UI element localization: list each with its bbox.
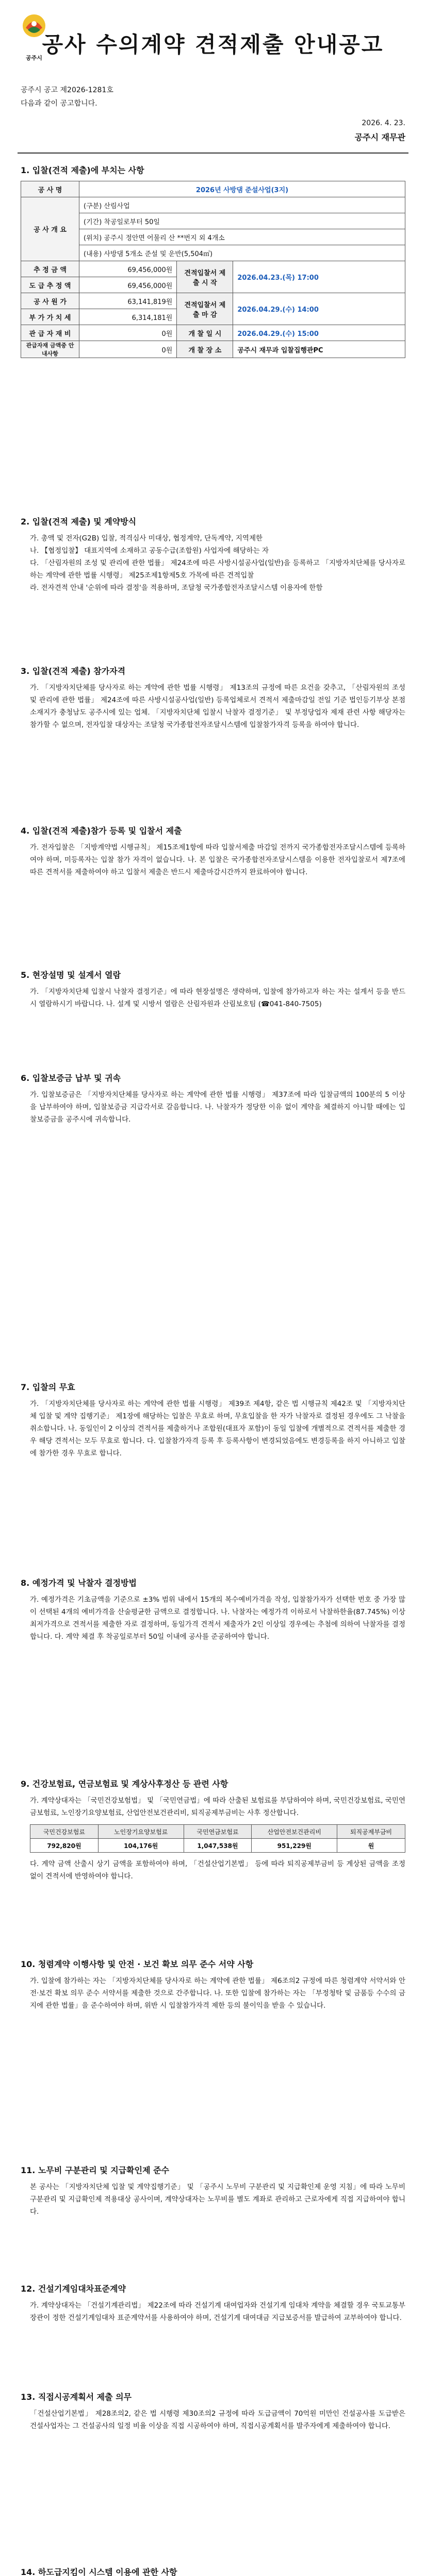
overview-line: (위치) 공주시 정안면 어물리 산 **번지 외 4개소	[79, 229, 405, 245]
header-divider	[18, 152, 408, 154]
section-10-heading: 10. 청렴계약 이행사항 및 안전 · 보건 확보 의무 준수 서약 사항	[21, 1959, 254, 1969]
section-9-text-2: 다. 계약 금액 산출시 상기 금액을 포함하여야 하며, 「건설산업기본법」 등에 따라 퇴직공제부금비 등 계상된 금액을 조정 없이 견적서에 반영하여야 합니다.	[30, 1860, 405, 1880]
bid-overview-table	[21, 181, 405, 358]
section-14	[21, 2566, 405, 2576]
logo-text: 공주시	[26, 55, 42, 61]
section-3	[21, 665, 405, 731]
section-9-text: 가. 계약상대자는 「국민건강보험법」 및 「국민연금법」에 따라 산출된 보험료를 부담하여야 하며, 국민건강보험료, 국민연금보험료, 노인장기요양보험료, 산업안전보건관리비, 퇴직공제부금비는 사후 정산합니다.	[30, 1797, 405, 1817]
table-row	[21, 325, 405, 341]
section-7-text: 가. 「지방자치단체를 당사자로 하는 계약에 관한 법률 시행령」 제39조 제4항, 같은 법 시행규칙 제42조 및 「지방자치단체 입찰 및 계약 집행기준」 제1장에 해당하는 입찰은 무효로 하며, 무효입찰을 한 자가 낙찰자로 결정된 경우에도 그 낙찰을 취소합니다. 나. 동일인이 2 이상의 견적서를 제출하거나 조합원(대표자 포함)이 동일 입찰에 개별적으로 견적서를 제출한 경우 해당 견적서는 모두 무효로 합니다. 다. 입찰참가자격 등록 후 등록사항이 변경되었음에도 변경등록을 하지 아니하고 입찰에 참가한 경우 무효로 합니다.	[30, 1400, 405, 1458]
section-8	[21, 1577, 405, 1643]
money-value: 63,141,819원	[79, 293, 177, 309]
schedule-label: 개 찰 장 소	[177, 341, 233, 358]
money-value: 0원	[79, 325, 177, 341]
section-2	[21, 515, 405, 594]
section-11-heading: 11. 노무비 구분관리 및 지급확인제 준수	[21, 2165, 170, 2175]
notice-meta	[21, 83, 113, 110]
table-row	[21, 293, 405, 309]
schedule-label: 견적입찰서 제 출 마 감	[177, 293, 233, 325]
schedule-label: 개 찰 일 시	[177, 325, 233, 341]
overview-line: (구분) 산림사업	[79, 197, 405, 213]
table-header: 산업안전보건관리비	[252, 1825, 337, 1839]
section-8-heading: 8. 예정가격 및 낙찰자 결정방법	[21, 1578, 137, 1588]
section-4	[21, 824, 405, 878]
schedule-value: 2026.04.29.(수) 15:00	[233, 325, 405, 341]
section-13-text: 「건설산업기본법」 제28조의2, 같은 법 시행령 제30조의2 규정에 따라 도급금액이 70억원 미만인 건설공사를 도급받은 건설사업자는 그 건설공사의 일정 비율 이상을 직접 시공하여야 하며, 직접시공계획서를 발주자에게 제출하여야 합니다.	[30, 2410, 405, 2430]
money-value: 6,314,181원	[79, 309, 177, 325]
table-cell: 원	[337, 1839, 405, 1853]
section-9	[21, 1777, 405, 1883]
section-2-line: 가. 총액 및 전자(G2B) 입찰, 적격심사 미대상, 협정계약, 단독계약, 지역제한	[30, 534, 263, 543]
section-3-heading: 3. 입찰(견적 제출) 참가자격	[21, 666, 126, 676]
section-6	[21, 1072, 405, 1126]
table-row	[21, 341, 405, 358]
section-8-text: 가. 예정가격은 기초금액을 기준으로 ±3% 범위 내에서 15개의 복수예비가격을 작성, 입찰참가자가 선택한 번호 중 가장 많이 선택된 4개의 예비가격을 산술평균한 금액으로 결정합니다. 나. 낙찰자는 예정가격 이하로서 낙찰하한율(87.745%) 이상 최저가격으로 견적서를 제출한 자로 결정하며, 동일가격 견적서 제출자가 2인 이상일 경우에는 추첨에 의하여 낙찰자를 결정합니다. 다. 계약 체결 후 착공일로부터 50일 이내에 공사를 준공하여야 합니다.	[30, 1596, 405, 1641]
table-row	[30, 1839, 405, 1853]
section-10-text: 가. 입찰에 참가하는 자는 「지방자치단체를 당사자로 하는 계약에 관한 법률」 제6조의2 규정에 따른 청렴계약 서약서와 안전·보건 확보 의무 준수 서약서를 제출한 것으로 간주합니다. 나. 또한 입찰에 참가하는 자는 「부정청탁 및 금품등 수수의 금지에 관한 법률」을 준수하여야 하며, 위반 시 입찰참가자격 제한 등의 불이익을 받을 수 있습니다.	[30, 1977, 405, 2010]
section-2-line: 나. 【협정입찰】 대표지역에 소재하고 공동수급(조합원) 사업자에 해당하는 자	[30, 547, 269, 555]
section-12-heading: 12. 건설기계임대차표준계약	[21, 2284, 126, 2294]
schedule-value: 2026.04.29.(수) 14:00	[233, 293, 405, 325]
section-5-heading: 5. 현장설명 및 설계서 열람	[21, 970, 121, 980]
section-7-heading: 7. 입찰의 무효	[21, 1382, 75, 1392]
section-5	[21, 969, 405, 1010]
section-4-text: 가. 전자입찰은 「지방계약법 시행규칙」 제15조제1항에 따라 입찰서제출 마감일 전까지 국가종합전자조달시스템에 등록하여야 하며, 미등록자는 입찰 참가 자격이 없습니다. 나. 본 입찰은 국가종합전자조달시스템을 이용한 전자입찰로서 제7조에 따른 견적서를 제출하여야 하고 입찰서 제출은 반드시 제출마감시간까지 완료하여야 합니다.	[30, 843, 405, 876]
label-cell: 추 정 금 액	[21, 261, 79, 277]
notice-date: 2026. 4. 23.	[362, 119, 405, 127]
money-value: 0원	[79, 341, 177, 358]
section-12-text: 가. 계약상대자는 「건설기계관리법」 제22조에 따라 건설기계 대여업자와 건설기계 임대차 계약을 체결할 경우 국토교통부장관이 정한 건설기계임대차 표준계약서를 사용하여야 하며, 건설기계 대여대금 지급보증서를 발급하여 교부하여야 합니다.	[30, 2301, 405, 2322]
section-13-heading: 13. 직접시공계획서 제출 의무	[21, 2392, 132, 2402]
table-row	[21, 197, 405, 213]
section-14-heading: 14. 하도급지킴이 시스템 이용에 관한 사항	[21, 2567, 177, 2576]
label-cell: 관 급 자 재 비	[21, 325, 79, 341]
table-cell: 1,047,538원	[184, 1839, 252, 1853]
section-11	[21, 2164, 405, 2218]
section-1	[21, 164, 405, 358]
table-header: 국민연금보험료	[184, 1825, 252, 1839]
section-11-text: 본 공사는 「지방자치단체 입찰 및 계약집행기준」 및 「공주시 노무비 구분관리 및 지급확인제 운영 지침」에 따라 노무비 구분관리 및 지급확인제 적용대상 공사이며, 계약상대자는 노무비를 별도 계좌로 관리하고 근로자에게 직접 지급하여야 합니다.	[30, 2183, 405, 2216]
section-7	[21, 1381, 405, 1460]
notice-number: 공주시 공고 제2026-1281호	[21, 86, 113, 94]
money-value: 69,456,000원	[79, 261, 177, 277]
section-2-heading: 2. 입찰(견적 제출) 및 계약방식	[21, 517, 137, 527]
section-5-text: 가. 「지방자치단체 입찰시 낙찰자 결정기준」에 따라 현장설명은 생략하며, 입찰에 참가하고자 하는 자는 설계서 등을 반드시 열람하시기 바랍니다. 나. 설계 및 시방서 열람은 산림자원과 산림보호팀 (☎041-840-7505)	[30, 988, 405, 1008]
label-cell: 부 가 가 치 세	[21, 309, 79, 325]
label-cell: 공 사 원 가	[21, 293, 79, 309]
section-4-heading: 4. 입찰(견적 제출)참가 등록 및 입찰서 제출	[21, 826, 182, 836]
schedule-label: 견적입찰서 제 출 시 작	[177, 261, 233, 293]
section-13	[21, 2391, 405, 2432]
section-1-heading: 1. 입찰(견적 제출)에 부치는 사항	[21, 165, 144, 175]
table-header-row	[30, 1825, 405, 1839]
section-9-heading: 9. 건강보험료, 연금보험료 및 계상사후정산 등 관련 사항	[21, 1779, 228, 1789]
section-2-line: 라. 전자견적 안내 '순위에 따라 결정'을 적용하며, 조달청 국가종합전자조달시스템 이용자에 한함	[30, 584, 323, 592]
section-3-text: 가. 「지방자치단체를 당사자로 하는 계약에 관한 법률 시행령」 제13조의 규정에 따른 요건을 갖추고, 「산림자원의 조성 및 관리에 관한 법률」 제24조에 따른 사방시설공사업(일반) 등록업체로서 견적서 제출마감일 전일 기준 법인등기부상 본점 소재지가 충청남도 공주시에 있는 업체. 「지방자치단체 입찰시 낙찰자 결정기준」 및 부정당업자 제재 관련 사항 해당자는 참가할 수 없으며, 전자입찰 대상자는 조달청 국가종합전자조달시스템에 입찰참가자격 등록을 하여야 합니다.	[30, 684, 405, 729]
section-6-text: 가. 입찰보증금은 「지방자치단체를 당사자로 하는 계약에 관한 법률 시행령」 제37조에 따라 입찰금액의 100분의 5 이상을 납부하여야 하며, 입찰보증금 지급각서로 갈음합니다. 나. 낙찰자가 정당한 이유 없이 계약을 체결하지 아니할 때에는 입찰보증금을 공주시에 귀속합니다.	[30, 1091, 405, 1124]
notice-date-block	[355, 116, 405, 144]
label-cell: 공 사 개 요	[21, 197, 79, 261]
notice-issuer: 공주시 재무관	[354, 132, 405, 142]
section-12	[21, 2282, 405, 2324]
schedule-value: 2026.04.23.(목) 17:00	[233, 261, 405, 293]
label-cell: 도 급 추 정 액	[21, 277, 79, 293]
page-title: 공사 수의계약 견적제출 안내공고	[42, 32, 384, 57]
notice-intro: 다음과 같이 공고합니다.	[21, 99, 97, 108]
section-2-line: 다. 「산림자원의 조성 및 관리에 관한 법률」 제24조에 따른 사방시설공사업(일반)을 등록하고 「지방자치단체를 당사자로 하는 계약에 관한 법률 시행령」 제25조제1항제5호 가목에 따른 견적입찰	[30, 559, 405, 580]
table-cell: 792,820원	[30, 1839, 99, 1853]
table-cell: 104,176원	[98, 1839, 184, 1853]
table-cell: 951,229원	[252, 1839, 337, 1853]
table-row	[21, 181, 405, 197]
insurance-table	[30, 1824, 405, 1853]
table-row	[21, 261, 405, 277]
table-header: 국민건강보험료	[30, 1825, 99, 1839]
money-value: 69,456,000원	[79, 277, 177, 293]
table-header: 노인장기요양보험료	[98, 1825, 184, 1839]
label-cell: 관급자재 금액중 안내사항	[21, 341, 79, 358]
overview-line: (내용) 사방댐 5개소 준설 및 운반(5,504㎥)	[79, 245, 405, 261]
section-10	[21, 1958, 405, 2012]
table-header: 퇴직공제부금비	[337, 1825, 405, 1839]
project-name: 2026년 사방댐 준설사업(3지)	[79, 181, 405, 197]
schedule-value: 공주시 재무과 입찰집행관PC	[233, 341, 405, 358]
section-6-heading: 6. 입찰보증금 납부 및 귀속	[21, 1073, 121, 1083]
label-cell: 공 사 명	[21, 181, 79, 197]
overview-line: (기간) 착공일로부터 50일	[79, 213, 405, 229]
